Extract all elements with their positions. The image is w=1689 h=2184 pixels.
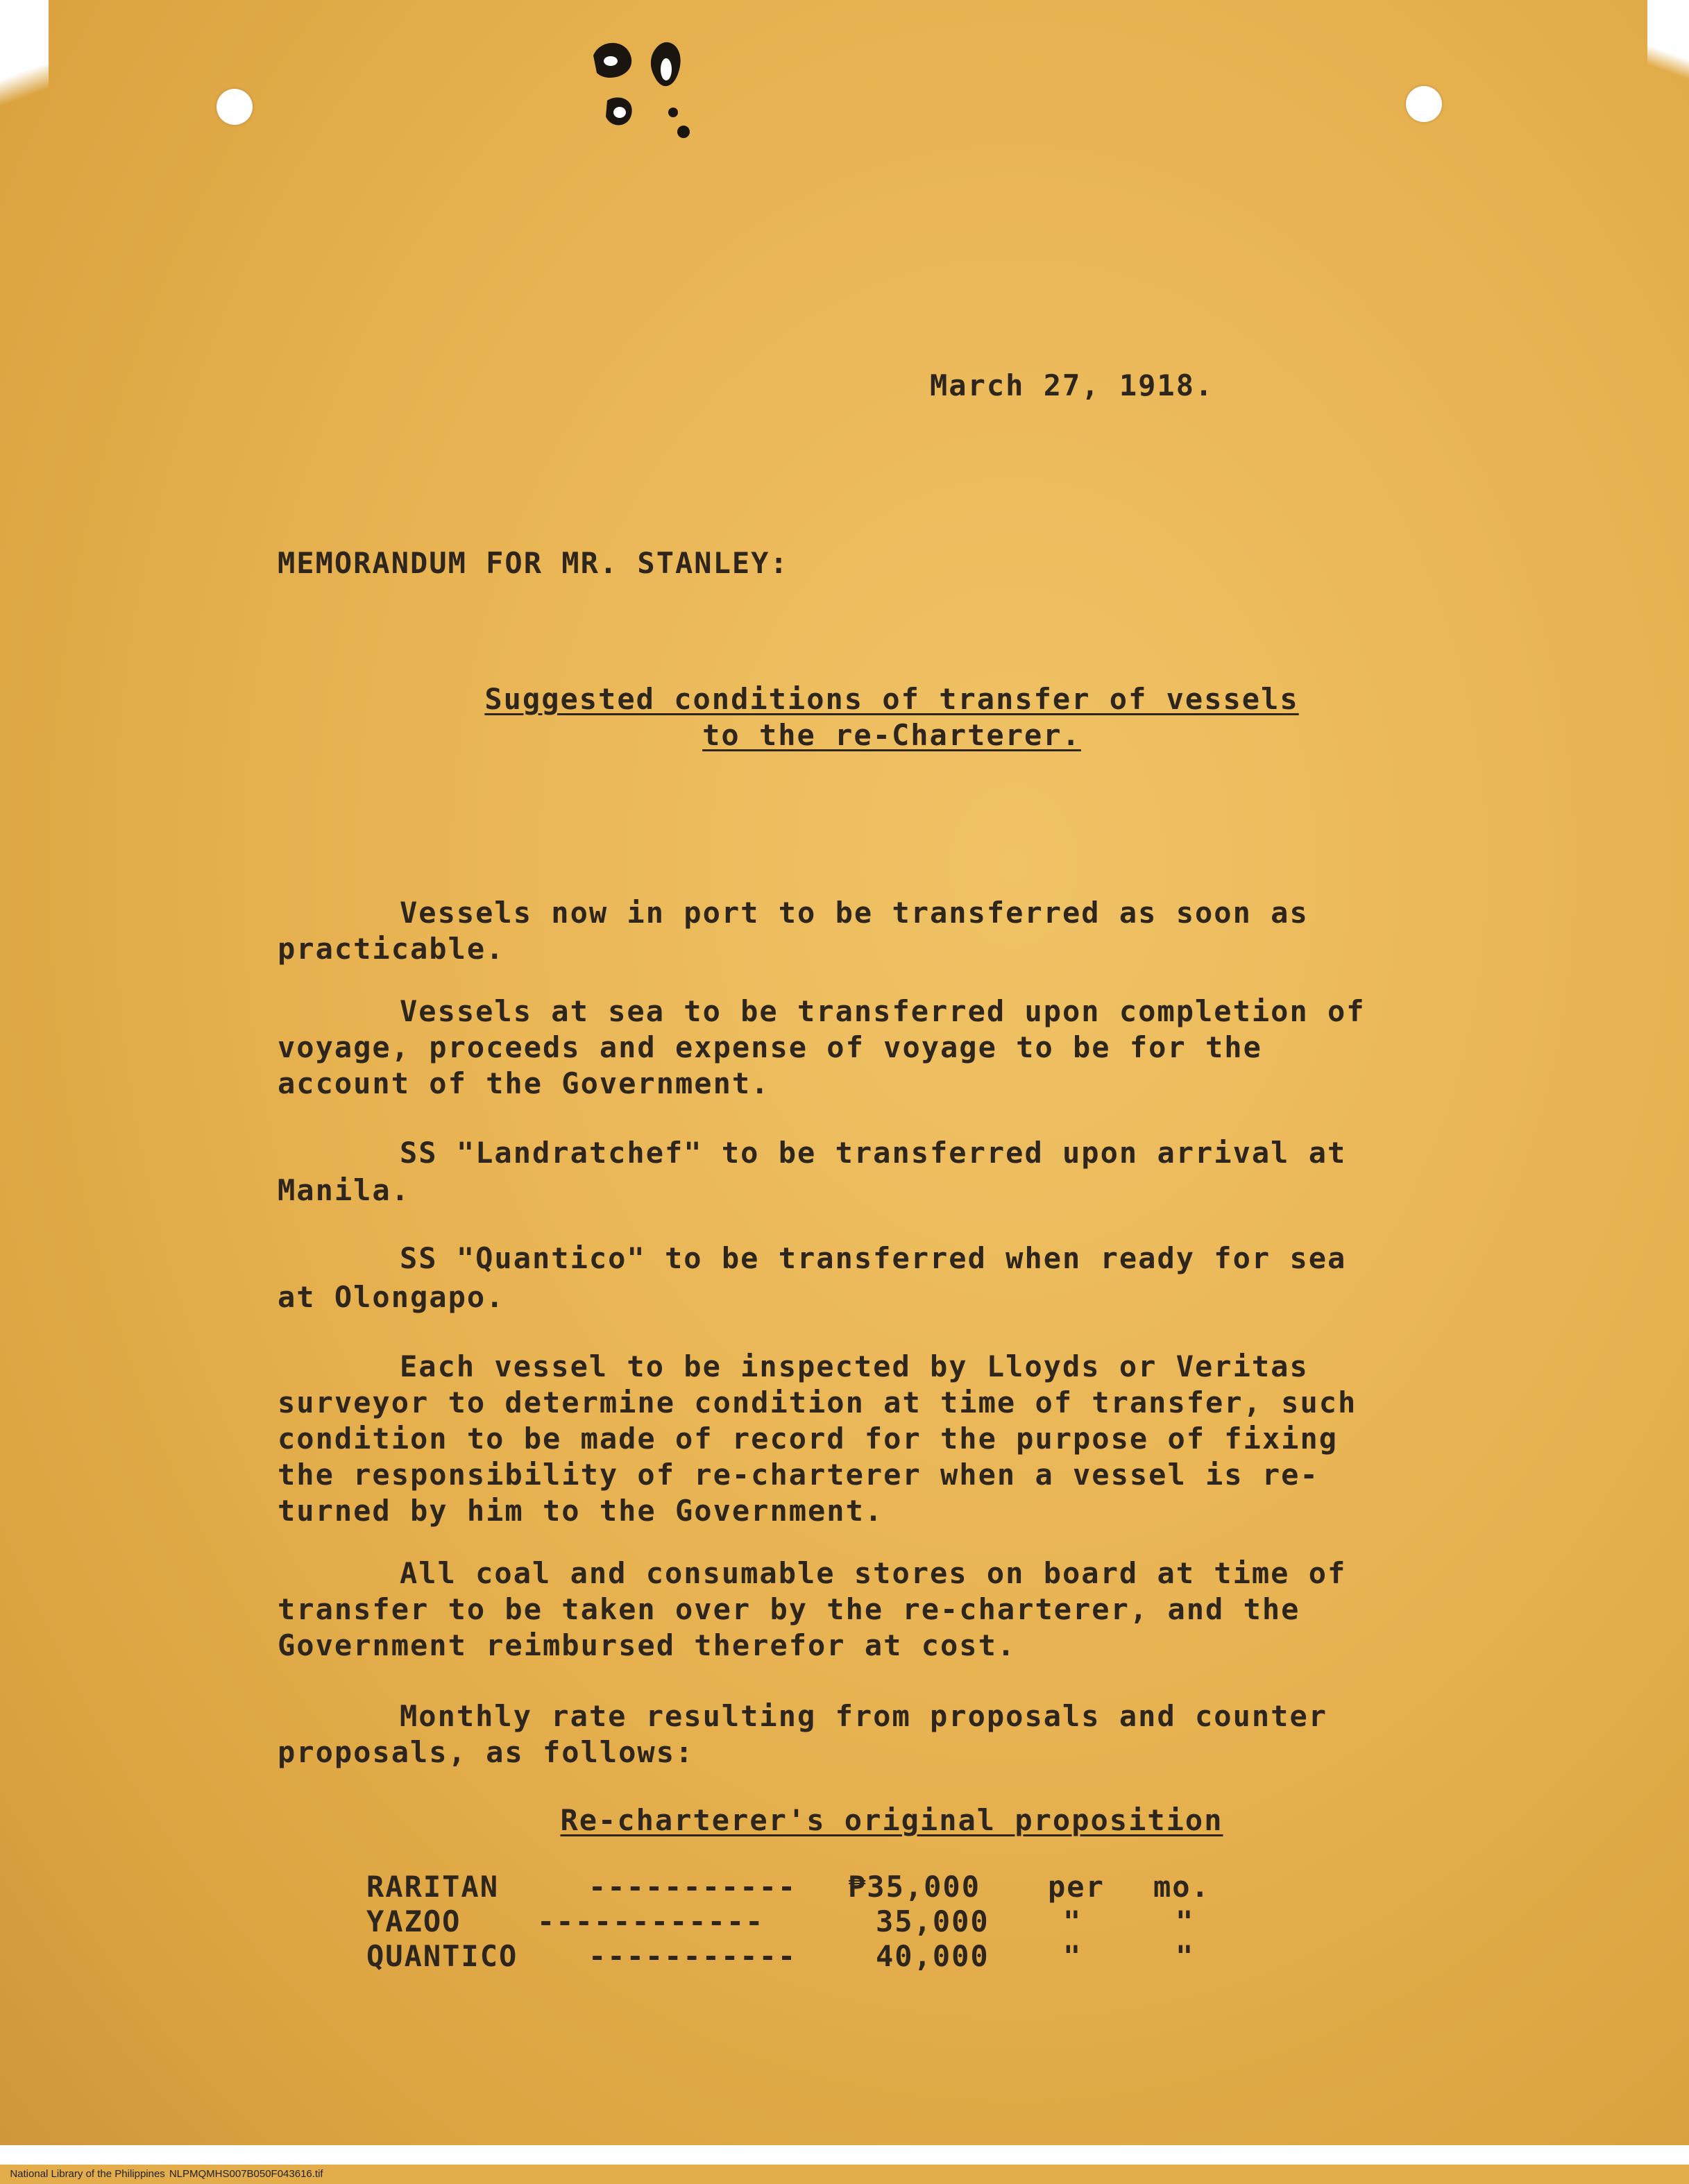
table-heading: Re-charterer's original proposition	[560, 1803, 1223, 1837]
rate-amount: 40,000	[876, 1939, 990, 1973]
paragraph-line: Manila.	[278, 1173, 411, 1207]
punch-hole-left	[217, 89, 253, 125]
subject-line-2: to the re-Charterer.	[702, 718, 1081, 752]
paragraph-line: condition to be made of record for the purpose of fixing	[278, 1422, 1339, 1456]
subject-line-1: Suggested conditions of transfer of vessels	[484, 682, 1299, 716]
paragraph-line: Vessels now in port to be transferred as soon as	[400, 896, 1309, 930]
rate-unit: "	[1063, 1904, 1083, 1938]
paragraph-line: Vessels at sea to be transferred upon completion of	[400, 994, 1366, 1028]
rate-unit: "	[1175, 1904, 1195, 1938]
ink-burn-marks	[579, 35, 704, 146]
rate-vessel: YAZOO	[366, 1904, 461, 1938]
paragraph-line: SS "Quantico" to be transferred when ready for sea	[400, 1241, 1347, 1275]
rate-unit: mo.	[1153, 1870, 1210, 1904]
paragraph-line: turned by him to the Government.	[278, 1494, 884, 1528]
rate-dashes: -----------	[588, 1870, 797, 1904]
torn-corner-right	[1647, 0, 1689, 118]
paragraph-line: the responsibility of re-charterer when a vessel is re-	[278, 1458, 1319, 1492]
paragraph-line: Government reimbursed therefor at cost.	[278, 1628, 1017, 1662]
paragraph-line: voyage, proceeds and expense of voyage to be for the	[278, 1030, 1262, 1064]
paragraph-line: Each vessel to be inspected by Lloyds or Veritas	[400, 1349, 1309, 1383]
paragraph-line: Monthly rate resulting from proposals and counter	[400, 1699, 1328, 1733]
footer-file-id: NLPMQMHS007B050F043616.tif	[169, 2168, 323, 2180]
rate-unit: per	[1048, 1870, 1105, 1904]
rate-amount: 35,000	[876, 1904, 990, 1938]
scan-footer	[0, 2145, 1689, 2180]
paragraph-line: All coal and consumable stores on board at time of	[400, 1556, 1347, 1590]
rate-amount: ₱35,000	[848, 1870, 981, 1904]
torn-corner-left	[0, 0, 49, 160]
paragraph-line: surveyor to determine condition at time of transfer, such	[278, 1385, 1357, 1419]
rate-vessel: QUANTICO	[366, 1939, 518, 1973]
paragraph-line: proposals, as follows:	[278, 1735, 695, 1769]
paragraph-line: account of the Government.	[278, 1066, 770, 1100]
rate-unit: "	[1063, 1939, 1083, 1973]
paragraph-line: at Olongapo.	[278, 1280, 505, 1314]
date-line: March 27, 1918.	[930, 368, 1214, 402]
rate-unit: "	[1175, 1939, 1195, 1973]
rate-vessel: RARITAN	[366, 1870, 500, 1904]
paragraph-line: practicable.	[278, 932, 505, 966]
footer-institution: National Library of the Philippines	[10, 2168, 165, 2180]
rate-dashes: -----------	[588, 1939, 797, 1973]
rate-dashes: ------------	[537, 1904, 765, 1938]
paragraph-line: transfer to be taken over by the re-charterer, and the	[278, 1592, 1300, 1626]
memo-addressee: MEMORANDUM FOR MR. STANLEY:	[278, 546, 789, 580]
paragraph-line: SS "Landratchef" to be transferred upon arrival at	[400, 1136, 1347, 1170]
punch-hole-right	[1406, 86, 1442, 122]
